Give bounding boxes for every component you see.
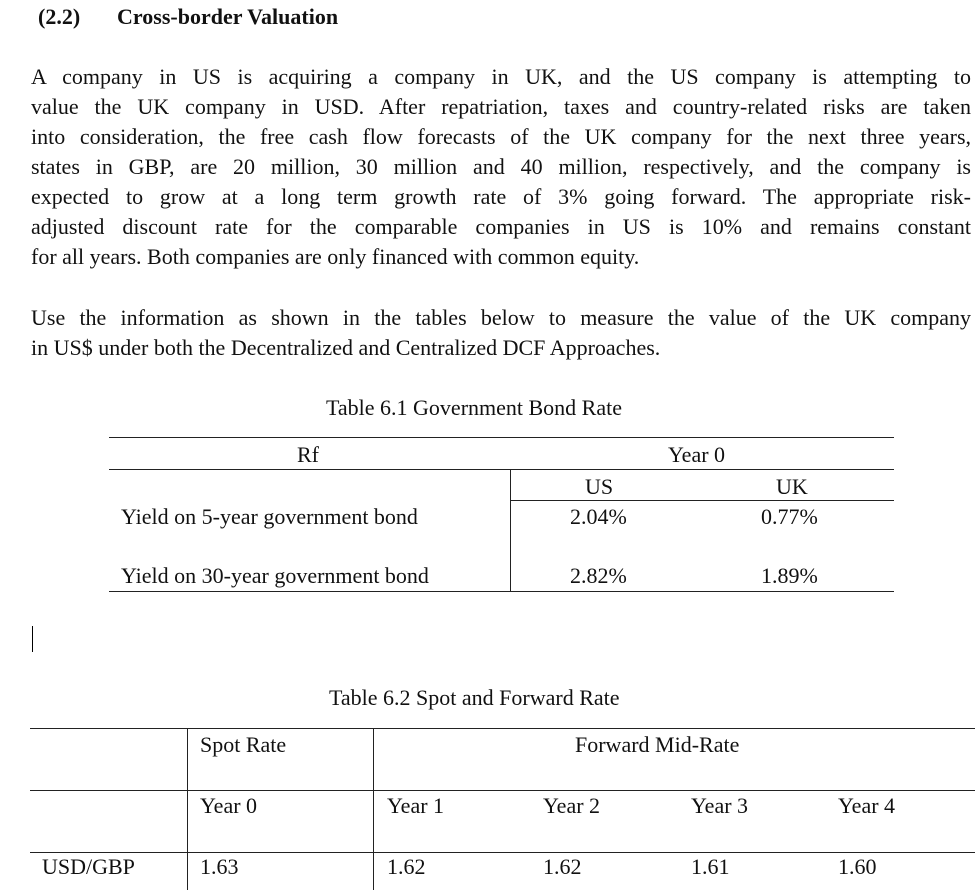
section-heading xyxy=(38,4,338,30)
table2-header-rule xyxy=(30,790,975,791)
table1-bottom-rule xyxy=(109,591,894,592)
table1-col-uk: UK xyxy=(776,474,808,499)
table1-row-label: Yield on 5-year government bond xyxy=(121,504,418,529)
table1-caption: Table 6.1 Government Bond Rate xyxy=(326,395,623,420)
section-number: (2.2) xyxy=(38,4,81,29)
table1-subheader-rule xyxy=(510,500,894,501)
paragraph-line: adjusted discount rate for the comparable companies in US is 10% and remains constant xyxy=(31,214,971,239)
table2-year-header: Year 1 xyxy=(387,793,445,818)
table2-cell: 1.63 xyxy=(200,854,239,879)
paragraph-line: A company in US is acquiring a company in UK, and the US company is attempting to xyxy=(31,64,971,89)
table2-cell: 1.61 xyxy=(691,854,730,879)
table2-row-label: USD/GBP xyxy=(42,854,135,879)
table2-year-header: Year 2 xyxy=(543,793,601,818)
table2-top-rule xyxy=(30,728,975,729)
problem-paragraph xyxy=(31,62,971,272)
table2-cell: 1.62 xyxy=(543,854,582,879)
paragraph-line: into consideration, the free cash flow forecasts of the UK company for the next three years, xyxy=(31,124,971,149)
text-cursor xyxy=(32,626,33,652)
table1-top-rule xyxy=(109,437,894,438)
table2-divider-right xyxy=(373,728,374,890)
table1-header-rule xyxy=(109,469,894,470)
table2-cell: 1.62 xyxy=(387,854,426,879)
paragraph-line: for all years. Both companies are only financed with common equity. xyxy=(31,244,640,269)
table2-row-rule xyxy=(30,852,975,853)
table1-row-label: Yield on 30-year government bond xyxy=(121,563,429,588)
table1-header-rf: Rf xyxy=(297,442,319,467)
table2-cell: 1.60 xyxy=(838,854,877,879)
table2-caption: Table 6.2 Spot and Forward Rate xyxy=(329,685,620,710)
table2-header-forward: Forward Mid-Rate xyxy=(575,732,740,757)
table1-divider xyxy=(510,469,511,591)
table2-divider-left xyxy=(187,728,188,890)
table1-header-year0: Year 0 xyxy=(668,442,726,467)
table1-cell-uk: 1.89% xyxy=(761,563,818,588)
table2-year-header: Year 4 xyxy=(838,793,896,818)
table2-year-header: Year 0 xyxy=(200,793,258,818)
paragraph-line: expected to grow at a long term growth rate of 3% going forward. The appropriate risk- xyxy=(31,184,971,209)
paragraph-line: states in GBP, are 20 million, 30 million and 40 million, respectively, and the company is xyxy=(31,154,971,179)
table1-cell-us: 2.04% xyxy=(570,504,627,529)
table2-header-spot: Spot Rate xyxy=(200,732,287,757)
paragraph-line: Use the information as shown in the tables below to measure the value of the UK company xyxy=(31,305,971,330)
table1-cell-us: 2.82% xyxy=(570,563,627,588)
table1-col-us: US xyxy=(585,474,614,499)
section-title: Cross-border Valuation xyxy=(117,4,339,29)
table2-year-header: Year 3 xyxy=(691,793,749,818)
paragraph-line: value the UK company in USD. After repatriation, taxes and country-related risks are taken xyxy=(31,94,971,119)
table1-cell-uk: 0.77% xyxy=(761,504,818,529)
paragraph-line: in US$ under both the Decentralized and Centralized DCF Approaches. xyxy=(31,335,661,360)
instruction-paragraph xyxy=(31,303,971,363)
